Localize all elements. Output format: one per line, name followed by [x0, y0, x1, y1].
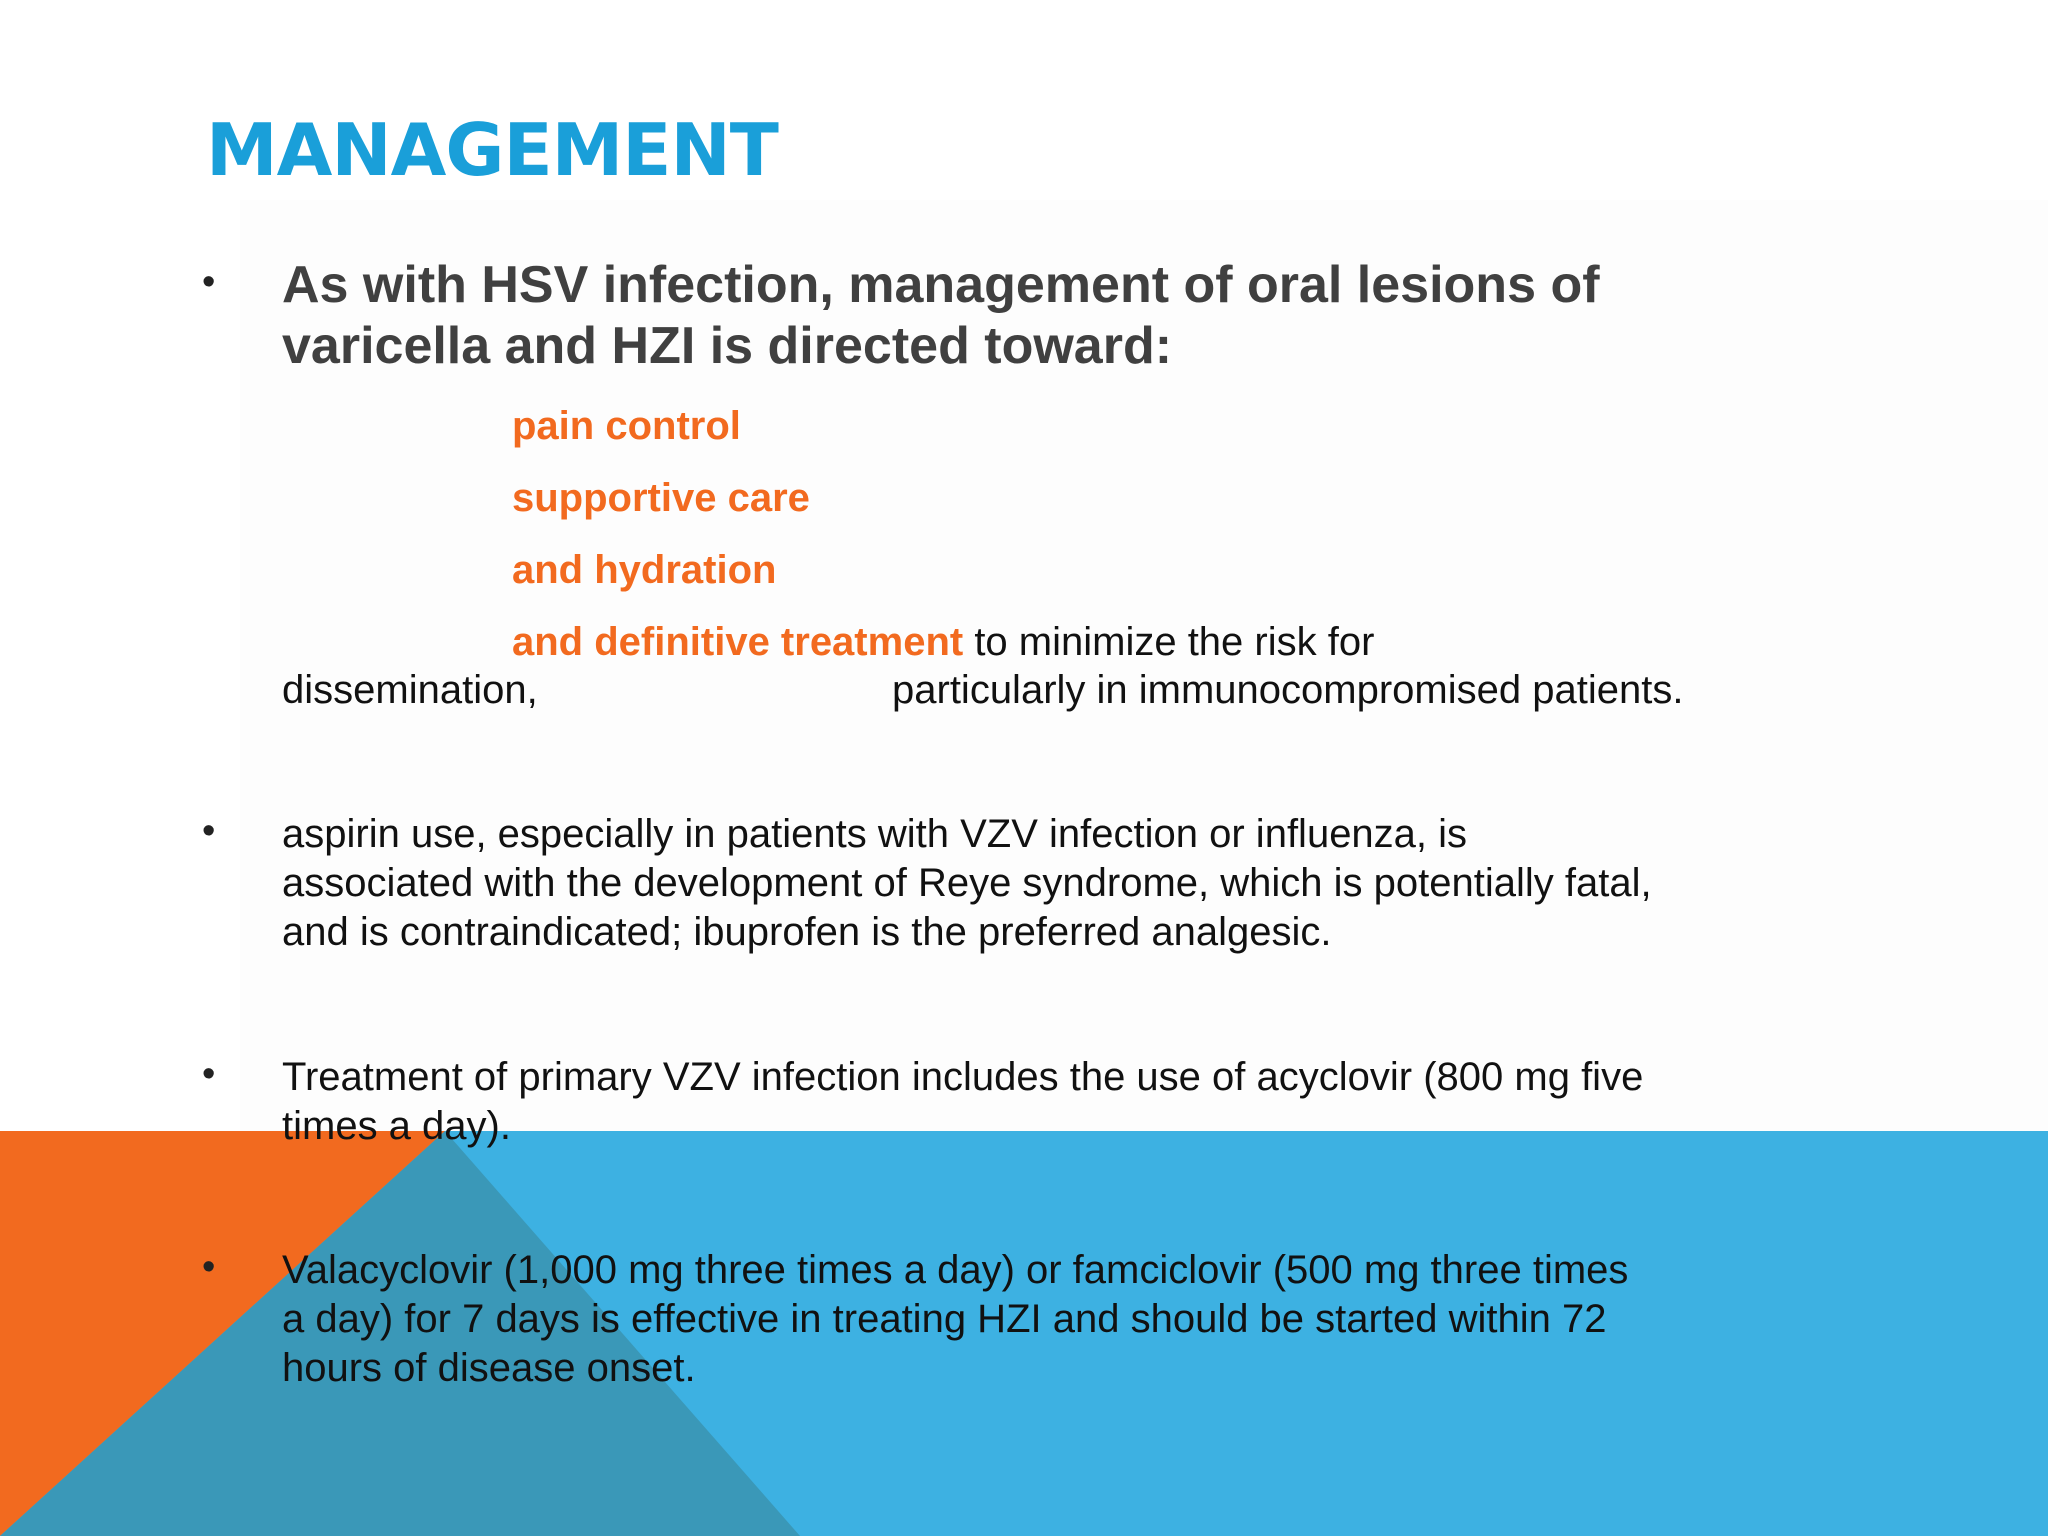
dissemination-line-start: dissemination,	[282, 668, 538, 712]
bullet-2-marker: •	[202, 810, 216, 852]
bullet-3-line-1: Treatment of primary VZV infection includes the use of acyclovir (800 mg five	[282, 1055, 1644, 1099]
slide-title: MANAGEMENT	[206, 108, 778, 192]
bullet-4-line-2: a day) for 7 days is effective in treating HZI and should be started within 72	[282, 1297, 1607, 1341]
dissemination-line-end: particularly in immunocompromised patients.	[892, 668, 1684, 712]
bullet-1-lead-line-1: As with HSV infection, management of oral lesions of	[282, 256, 1600, 314]
bullet-2-line-1: aspirin use, especially in patients with VZV infection or influenza, is	[282, 812, 1468, 856]
bullet-2-line-3: and is contraindicated; ibuprofen is the preferred analgesic.	[282, 910, 1332, 954]
bullet-4-marker: •	[202, 1246, 216, 1288]
bullet-2-line-2: associated with the development of Reye syndrome, which is potentially fatal,	[282, 861, 1652, 905]
definitive-treatment-rest: to minimize the risk for	[963, 620, 1375, 664]
bullet-4-line-3: hours of disease onset.	[282, 1346, 696, 1390]
bullet-1-marker: •	[202, 261, 216, 303]
bullet-4-line-1: Valacyclovir (1,000 mg three times a day) or famciclovir (500 mg three times	[282, 1248, 1629, 1292]
sub-item-definitive-treatment	[512, 618, 1374, 666]
definitive-treatment-highlight: and definitive treatment	[512, 620, 964, 664]
bullet-3-line-2: times a day).	[282, 1104, 511, 1148]
sub-item-hydration: and hydration	[512, 548, 777, 592]
sub-item-pain-control: pain control	[512, 404, 741, 448]
sub-item-supportive-care: supportive care	[512, 476, 810, 520]
bullet-1-lead-line-2: varicella and HZI is directed toward:	[282, 317, 1173, 375]
bullet-3-marker: •	[202, 1053, 216, 1095]
